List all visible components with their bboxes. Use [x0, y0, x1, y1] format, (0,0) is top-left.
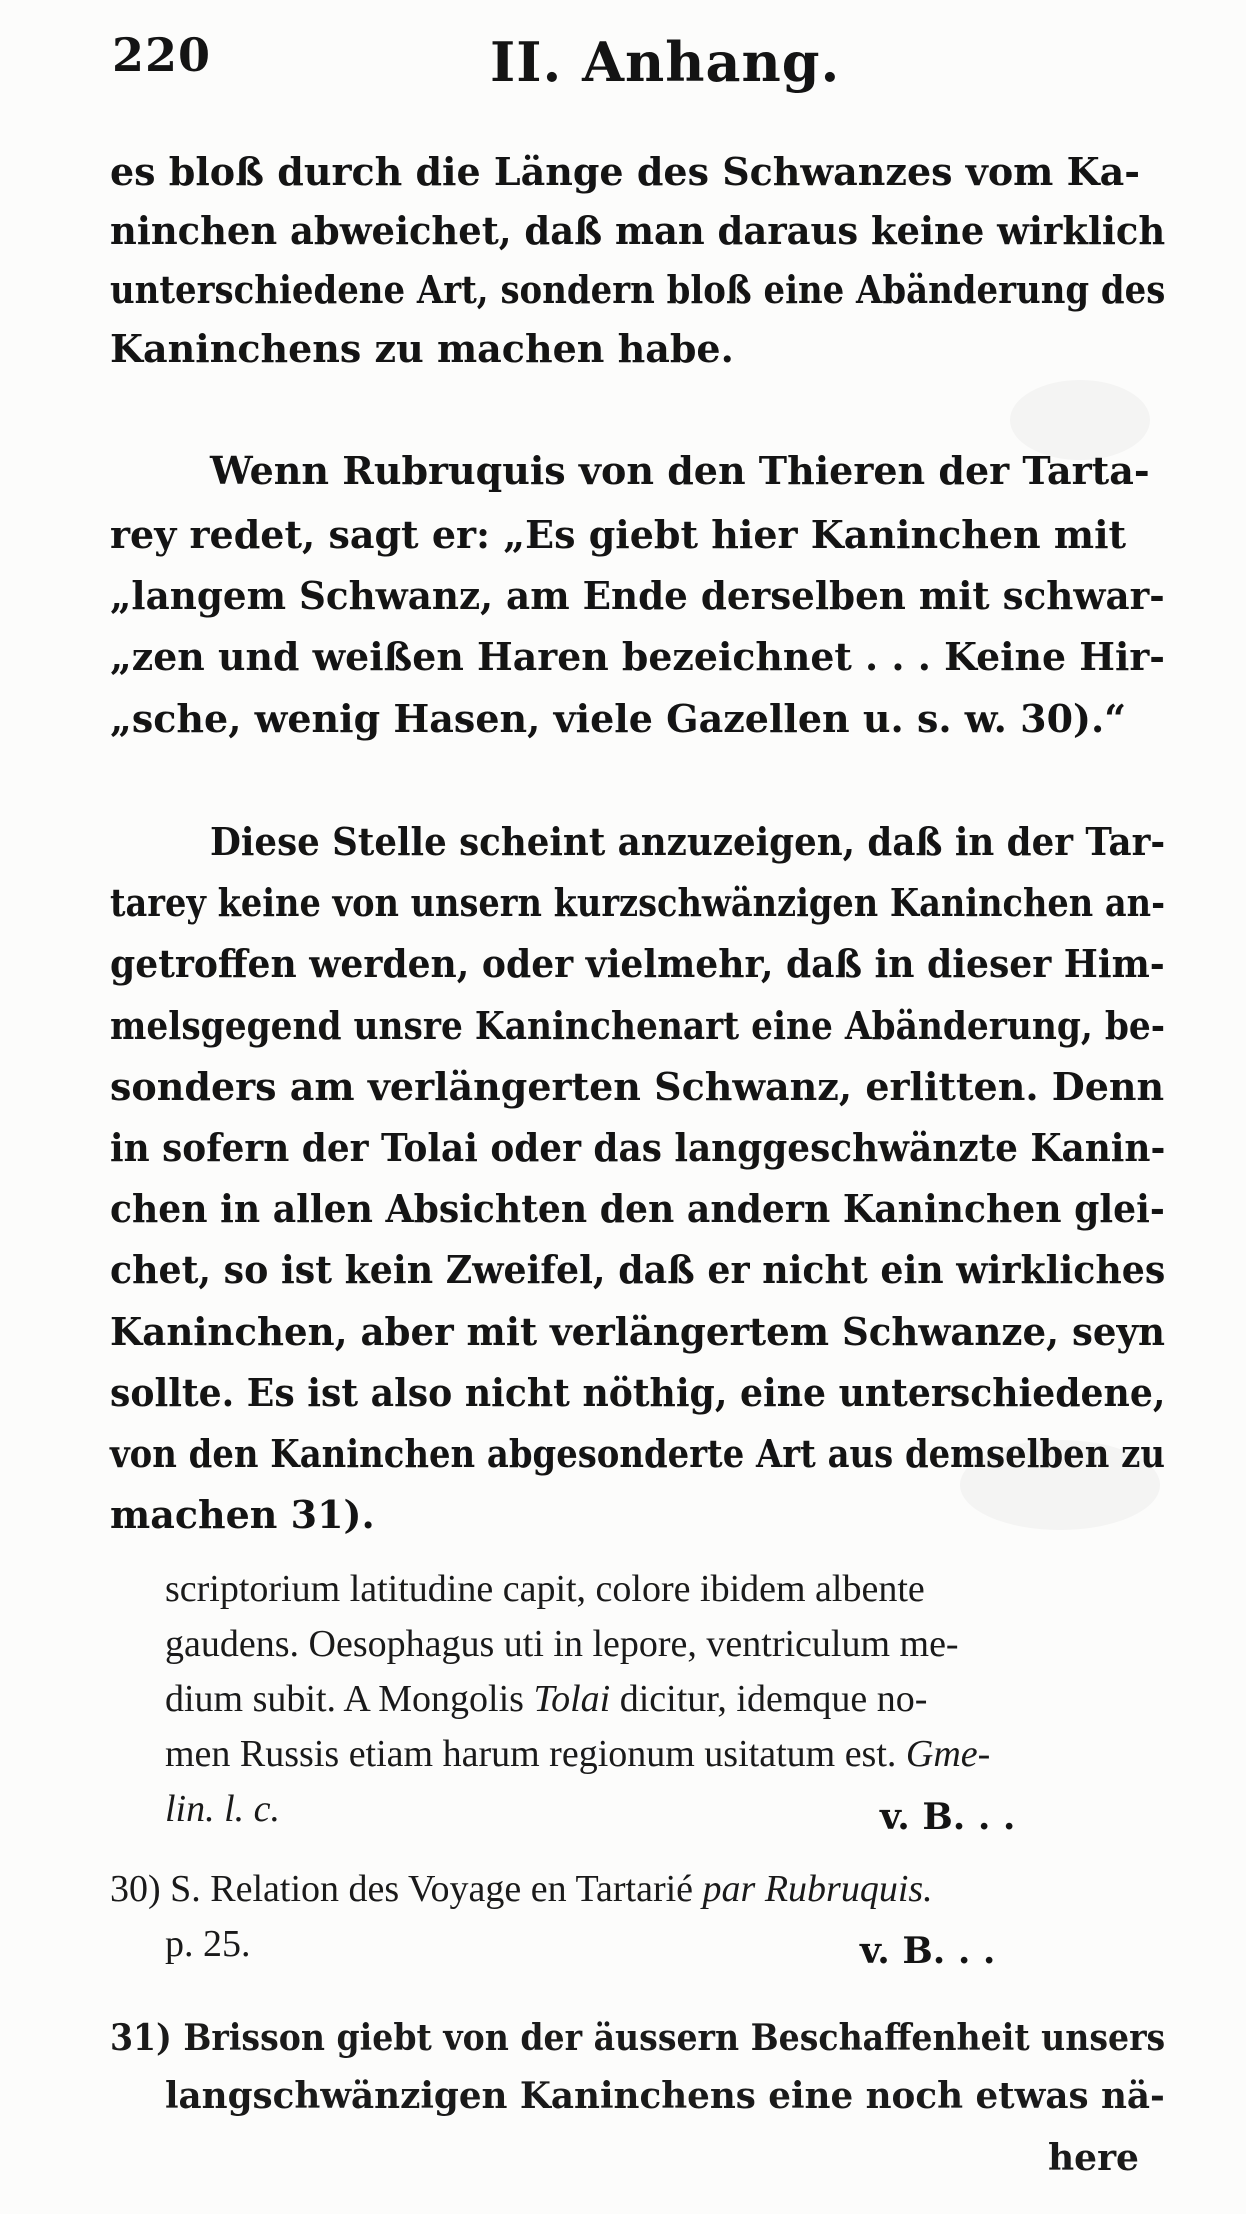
- text-line: getroffen werden, oder vielmehr, daß in dieser Him-: [110, 941, 1165, 986]
- text-line: ninchen abweichet, daß man daraus keine wirklich: [110, 208, 1166, 253]
- text-line: „zen und weißen Haren bezeichnet . . . Keine Hir-: [110, 634, 1166, 679]
- footnote-line: langschwänzigen Kaninchens eine noch etwas nä-: [165, 2075, 1165, 2117]
- footnote-text: dium subit. A Mongolis: [165, 1678, 534, 1720]
- footnote-signature: v. B. . .: [880, 1796, 1016, 1838]
- catchword: here: [1048, 2137, 1139, 2179]
- text-line: Wenn Rubruquis von den Thieren der Tarta-: [210, 448, 1150, 493]
- text-line: Kaninchen, aber mit verlängertem Schwanze, seyn: [110, 1309, 1166, 1354]
- footnote-line: [165, 1680, 927, 1718]
- running-head: II. Anhang.: [490, 30, 841, 94]
- footnote-text: S. Relation des Voyage en Tartarié: [160, 1868, 703, 1910]
- footnote-30: [110, 1870, 933, 1908]
- footnote-31: [110, 2017, 1166, 2059]
- footnote-number: 31): [110, 2017, 172, 2059]
- footnote-line: p. 25.: [165, 1923, 251, 1965]
- footnote-signature: v. B. . .: [860, 1930, 996, 1972]
- footnote-italic: Tolai: [533, 1678, 611, 1720]
- footnote-text: dicitur, idemque no-: [610, 1678, 928, 1720]
- text-line: chen in allen Absichten den andern Kaninchen glei-: [110, 1186, 1165, 1231]
- text-line: von den Kaninchen abgesonderte Art aus demselben zu: [110, 1431, 1165, 1476]
- footnote-line: lin. l. c.: [165, 1788, 281, 1830]
- text-line: chet, so ist kein Zweifel, daß er nicht ein wirkliches: [110, 1247, 1166, 1292]
- text-line: tarey keine von unsern kurzschwänzigen Kaninchen an-: [110, 880, 1166, 925]
- text-line: sonders am verlängerten Schwanz, erlitten. Denn: [110, 1064, 1165, 1109]
- text-line: es bloß durch die Länge des Schwanzes vom Ka-: [110, 149, 1141, 194]
- text-line: Diese Stelle scheint anzuzeigen, daß in der Tar-: [210, 819, 1166, 864]
- footnote-number: 30): [110, 1868, 161, 1910]
- text-line: Kaninchens zu machen habe.: [110, 326, 734, 371]
- text-line: machen 31).: [110, 1492, 375, 1537]
- footnote-text: Brisson giebt von der äussern Beschaffenheit unsers: [171, 2017, 1166, 2059]
- footnote-italic: Gme-: [905, 1733, 991, 1775]
- footnote-italic: par Rubruquis.: [702, 1868, 933, 1910]
- page-number: 220: [112, 28, 212, 82]
- text-line: in sofern der Tolai oder das langgeschwänzte Kanin-: [110, 1125, 1166, 1170]
- text-line: rey redet, sagt er: „Es giebt hier Kaninchen mit: [110, 512, 1127, 557]
- footnote-line: scriptorium latitudine capit, colore ibidem albente: [165, 1568, 925, 1610]
- text-line: „langem Schwanz, am Ende derselben mit schwar-: [110, 573, 1165, 618]
- footnote-line: gaudens. Oesophagus uti in lepore, ventriculum me-: [165, 1623, 959, 1665]
- footnote-text: men Russis etiam harum regionum usitatum est.: [165, 1733, 906, 1775]
- footnote-line: [165, 1735, 990, 1773]
- text-line: sollte. Es ist also nicht nöthig, eine unterschiedene,: [110, 1370, 1166, 1415]
- text-line: melsgegend unsre Kaninchenart eine Abänderung, be-: [110, 1003, 1166, 1048]
- text-line: unterschiedene Art, sondern bloß eine Abänderung des: [110, 267, 1166, 312]
- text-line: „sche, wenig Hasen, viele Gazellen u. s. w. 30).“: [110, 696, 1127, 741]
